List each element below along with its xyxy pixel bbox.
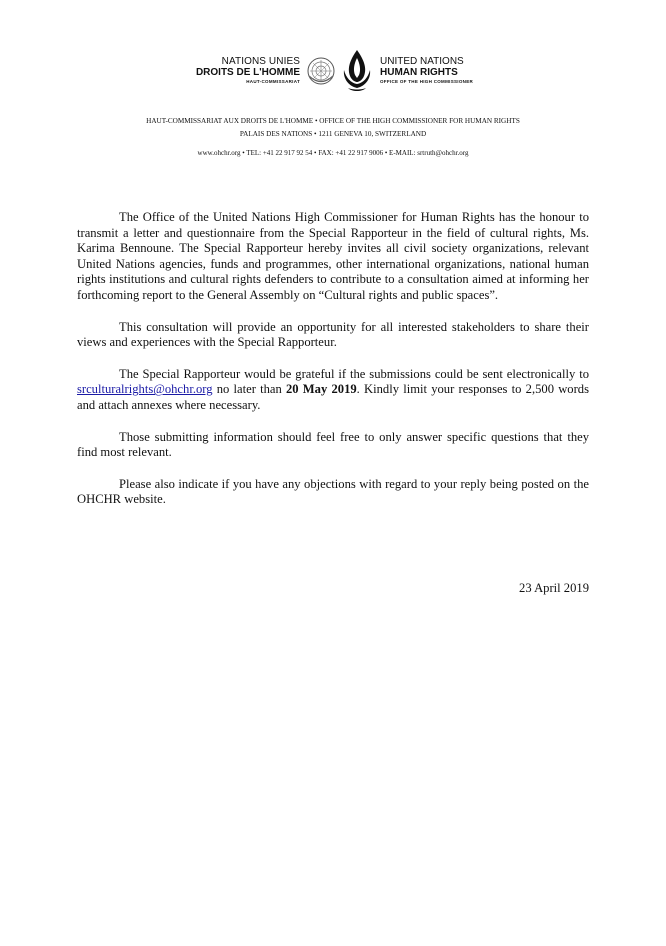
fr-haut-commissariat: HAUT-COMMISSARIAT <box>246 79 300 84</box>
address-line-1: HAUT-COMMISSARIAT AUX DROITS DE L'HOMME • OFFICE OF THE HIGH COMMISSIONER FOR HUMAN RIGHTS <box>146 117 520 125</box>
paragraph-2: This consultation will provide an opportunity for all interested stakeholders to share their views and experiences with the Special Rapporteur. <box>77 319 589 350</box>
un-emblem-icon <box>306 56 336 86</box>
letter-date: 23 April 2019 <box>519 581 589 595</box>
paragraph-3-text-b: no later than <box>212 382 286 397</box>
paragraph-3 <box>77 367 589 414</box>
paragraph-3-text-c: . Kindly limit your responses to 2,500 words and attach annexes where necessary. <box>77 382 589 412</box>
paragraph-5: Please also indicate if you have any objections with regard to your reply being posted on the OHCHR website. <box>77 476 589 507</box>
en-office-high-commissioner: OFFICE OF THE HIGH COMMISSIONER <box>380 79 474 84</box>
contact-line: www.ohchr.org • TEL: +41 22 917 92 54 • FAX: +41 22 917 9006 • E-MAIL: srtruth@ohchr.org <box>197 149 469 157</box>
address-line-2: PALAIS DES NATIONS • 1211 GENEVA 10, SWITZERLAND <box>239 130 427 138</box>
letterhead <box>170 46 490 94</box>
submission-email-link[interactable]: srculturalrights@ohchr.org <box>77 382 213 397</box>
paragraph-1: The Office of the United Nations High Commissioner for Human Rights has the honour to transmit a letter and questionnaire from the Special Rapporteur in the field of cultural rights, Ms. Karima Bennoune. The Special Rapporteur hereby invites all civil society organizations, relevant United Nations agencies, funds and programmes, other international organizations, national human rights institutions and cultural rights defenders to contribute to a consultation aimed at informing her forthcoming report to the General Assembly on “Cultural rights and public spaces”. <box>77 210 589 302</box>
letterhead-french <box>170 56 300 85</box>
fr-droits-de-lhomme: DROITS DE L'HOMME <box>195 67 300 78</box>
fr-nations-unies: NATIONS UNIES <box>221 56 300 67</box>
deadline-date: 20 May 2019 <box>286 382 357 397</box>
paragraph-3-text-a: The Special Rapporteur would be grateful if the submissions could be sent electronically to <box>119 366 589 381</box>
letter-body <box>77 210 589 524</box>
human-rights-flame-icon <box>338 48 376 94</box>
letterhead-english <box>380 56 500 85</box>
paragraph-4: Those submitting information should feel free to only answer specific questions that they find most relevant. <box>77 429 589 460</box>
en-human-rights: HUMAN RIGHTS <box>380 67 458 78</box>
en-united-nations: UNITED NATIONS <box>380 56 464 67</box>
